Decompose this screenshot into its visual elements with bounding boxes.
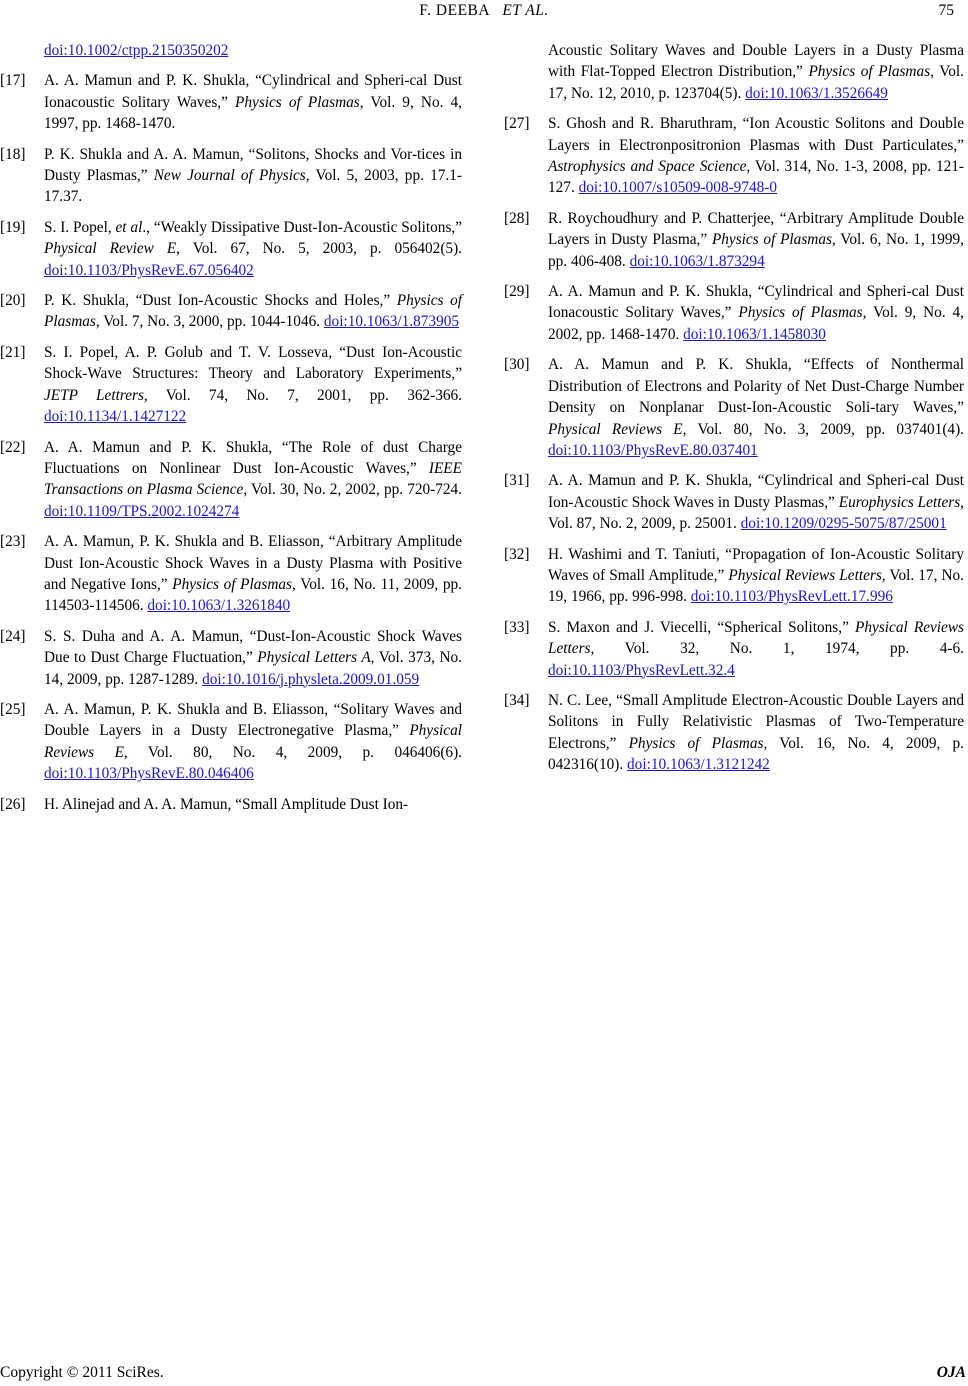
reference-entry — [0, 144, 462, 208]
reference-entry — [0, 70, 462, 134]
reference-text: A. A. Mamun and P. K. Shukla, “Cylindrical and Spheri-cal Dust Ion-Acoustic Shock Waves in Dusty Plasmas,” — [548, 472, 964, 511]
references-right-column — [504, 40, 964, 785]
running-head-author: F. DEEBA — [419, 2, 490, 19]
doi-link[interactable]: doi:10.1109/TPS.2002.1024274 — [44, 502, 240, 520]
doi-link[interactable]: doi:10.1103/PhysRevLett.17.996 — [690, 588, 893, 606]
reference-source-title: Astrophysics and Space Science — [548, 158, 747, 176]
doi-link[interactable]: doi:10.1063/1.873905 — [323, 313, 460, 331]
reference-text: R. Roychoudhury and P. Chatterjee, “Arbitrary Amplitude Double Layers in Dusty Plasma,” — [548, 209, 964, 249]
reference-entry — [0, 290, 462, 333]
doi-link[interactable]: doi:10.1063/1.873294 — [629, 252, 765, 270]
reference-source-title: Physical Reviews E — [548, 420, 683, 438]
reference-text: ., “Weakly Dissipative Dust-Ion-Acoustic Solitons,” — [142, 218, 463, 236]
reference-source-title: Europhysics Letters — [838, 493, 961, 511]
reference-text: S. Maxon and J. Viecelli, “Spherical Solitons,” — [548, 618, 856, 636]
reference-text: A. A. Mamun and P. K. Shukla, “Cylindrical and Spheri-cal Dust Ionacoustic Solitary Waves,” — [44, 72, 462, 111]
doi-link[interactable]: doi:10.1007/s10509-008-9748-0 — [578, 179, 778, 197]
reference-number: [20] — [0, 292, 26, 310]
reference-text: A. A. Mamun, P. K. Shukla and B. Eliasson, “Arbitrary Amplitude Dust Ion-Acoustic Shock Waves in a Dusty Plasma with Positive and Negative Ions,” — [44, 533, 462, 593]
doi-link[interactable]: doi:10.1002/ctpp.2150350202 — [44, 42, 229, 59]
reference-source-title: Physical Reviews Letters — [728, 566, 882, 584]
reference-entry — [0, 531, 462, 617]
page-footer — [0, 1364, 968, 1384]
reference-text: N. C. Lee, “Small Amplitude Electron-Acoustic Double Layers and Solitons in Fully Relativistic Plasmas of Two-Temperature Electrons,” — [548, 691, 964, 752]
reference-text: , Vol. 80, No. 3, 2009, pp. 037401(4). — [682, 420, 964, 438]
reference-number: [27] — [504, 115, 530, 133]
reference-text: H. Alinejad and A. A. Mamun, “Small Amplitude Dust Ion- — [44, 795, 409, 813]
doi-link[interactable]: doi:10.1063/1.3121242 — [627, 756, 770, 774]
reference-entry — [0, 342, 462, 428]
reference-number: [17] — [0, 72, 26, 90]
reference-entry — [0, 626, 462, 690]
reference-text: , Vol. 80, No. 4, 2009, p. 046406(6). — [123, 743, 462, 761]
reference-text: , Vol. 6, No. 1, 1999, pp. 406-408. — [548, 231, 964, 270]
reference-number: [30] — [504, 356, 530, 374]
reference-entry — [504, 354, 964, 461]
reference-number: [19] — [0, 218, 26, 236]
copyright-notice: Copyright © 2011 SciRes. — [0, 1364, 164, 1381]
reference-text: , Vol. 314, No. 1-3, 2008, pp. 121-127. — [548, 158, 964, 197]
reference-number: [28] — [504, 209, 530, 227]
reference-entry — [0, 217, 462, 281]
doi-link[interactable]: doi:10.1063/1.1458030 — [683, 325, 826, 343]
reference-number: [34] — [504, 691, 530, 709]
doi-link[interactable]: doi:10.1103/PhysRevE.80.046406 — [44, 765, 254, 783]
reference-text: A. A. Mamun and P. K. Shukla, “Cylindrical and Spheri-cal Dust Ionacoustic Solitary Waves,” — [548, 283, 964, 322]
reference-number: [25] — [0, 700, 26, 718]
reference-text: , Vol. 32, No. 1, 1974, pp. 4-6. — [590, 640, 964, 658]
reference-text: H. Washimi and T. Taniuti, “Propagation of Ion-Acoustic Solitary Waves of Small Amplitude,” — [548, 545, 964, 584]
reference-text: , Vol. 30, No. 2, 2002, pp. 720-724. — [243, 481, 463, 499]
reference-text: , Vol. 87, No. 2, 2009, p. 25001. — [548, 493, 964, 533]
reference-source-title: Physics of Plasmas — [44, 292, 462, 331]
reference-source-title: et al — [115, 218, 143, 236]
reference-entry — [504, 470, 964, 534]
reference-entry — [504, 113, 964, 199]
reference-number: [18] — [0, 145, 26, 163]
reference-entry — [504, 281, 964, 345]
reference-text: , Vol. 67, No. 5, 2003, p. 056402(5). — [176, 240, 462, 258]
doi-link[interactable]: doi:10.1103/PhysRevE.67.056402 — [44, 261, 254, 279]
reference-text: , Vol. 9, No. 4, 2002, pp. 1468-1470. — [548, 304, 965, 343]
reference-source-title: Physical Review E — [44, 240, 177, 258]
reference-text: P. K. Shukla and A. A. Mamun, “Solitons, Shocks and Vor-tices in Dusty Plasmas,” — [44, 145, 462, 185]
reference-source-title: JETP Lettrers — [44, 386, 144, 404]
reference-source-title: Physics of Plasmas — [235, 93, 360, 111]
reference-text: S. I. Popel, A. P. Golub and T. V. Losseva, “Dust Ion-Acoustic Shock-Wave Structures: Theory and Laboratory Experiments,” — [44, 343, 462, 383]
reference-number: [32] — [504, 545, 530, 563]
reference-source-title: Physical Reviews E — [44, 722, 462, 761]
reference-text: , Vol. 17, No. 12, 2010, p. 123704(5). — [548, 63, 965, 102]
doi-link[interactable]: doi:10.1063/1.3261840 — [147, 597, 291, 615]
reference-entry — [504, 40, 964, 104]
reference-entry — [504, 544, 964, 608]
reference-number: [23] — [0, 533, 26, 551]
reference-number: [33] — [504, 618, 530, 636]
reference-entry — [0, 794, 462, 815]
reference-text: S. S. Duha and A. A. Mamun, “Dust-Ion-Acoustic Shock Waves Due to Dust Charge Fluctuation,” — [44, 627, 462, 667]
reference-text: A. A. Mamun and P. K. Shukla, “The Role of dust Charge Fluctuations on Nonlinear Dust Ion-Acoustic Waves,” — [44, 438, 462, 477]
doi-link[interactable]: doi:10.1209/0295-5075/87/25001 — [740, 515, 947, 533]
reference-source-title: Physics of Plasmas — [628, 734, 764, 752]
running-head-etal: ET AL. — [502, 2, 549, 19]
references-left-column — [0, 40, 462, 824]
doi-link[interactable]: doi:10.1103/PhysRevE.80.037401 — [548, 441, 758, 459]
reference-source-title: Physical Letters A — [257, 649, 371, 667]
reference-entry — [504, 690, 964, 776]
reference-source-title: Physics of Plasmas — [738, 304, 863, 322]
doi-link[interactable]: doi:10.1103/PhysRevLett.32.4 — [548, 661, 735, 679]
reference-source-title: New Journal of Physics — [153, 167, 306, 185]
reference-number: [26] — [0, 795, 26, 813]
reference-entry — [0, 699, 462, 785]
page-number: 75 — [938, 2, 954, 19]
doi-link[interactable]: doi:10.1134/1.1427122 — [44, 408, 187, 426]
reference-number: [22] — [0, 438, 26, 456]
reference-number: [21] — [0, 343, 26, 361]
reference-source-title: IEEE Transactions on Plasma Science — [44, 459, 462, 499]
reference-text: A. A. Mamun, P. K. Shukla and B. Eliasson, “Solitary Waves and Double Layers in a Dusty Electronegative Plasma,” — [44, 700, 462, 740]
journal-abbrev: OJA — [936, 1364, 966, 1381]
reference-text: , Vol. 17, No. 19, 1966, pp. 996-998. — [548, 566, 964, 606]
reference-text: A. A. Mamun and P. K. Shukla, “Effects of Nonthermal Distribution of Electrons and Polarity of Net Dust-Charge Number Density on Nonplanar Dust-Ion-Acoustic Soli-tary Waves,” — [548, 356, 964, 417]
reference-text: Acoustic Solitary Waves and Double Layers in a Dusty Plasma with Flat-Topped Electron Distribution,” — [548, 42, 964, 81]
running-head — [0, 2, 968, 20]
reference-number: [24] — [0, 627, 26, 645]
reference-text: , Vol. 16, No. 4, 2009, p. 042316(10). — [548, 734, 964, 774]
reference-text: , Vol. 16, No. 11, 2009, pp. 114503-114506. — [44, 575, 462, 615]
reference-entry — [0, 40, 462, 61]
reference-entry — [504, 617, 964, 681]
page-header — [0, 2, 968, 24]
reference-text: , Vol. 74, No. 7, 2001, pp. 362-366. — [143, 386, 462, 404]
reference-text: S. Ghosh and R. Bharuthram, “Ion Acoustic Solitons and Double Layers in Electronpositronion Plasmas with Dust Particulates,” — [548, 115, 964, 154]
reference-text: , Vol. 5, 2003, pp. 17.1-17.37. — [44, 167, 462, 206]
reference-entry — [504, 208, 964, 272]
doi-link[interactable]: doi:10.1016/j.physleta.2009.01.059 — [202, 670, 420, 688]
reference-number: [31] — [504, 472, 530, 490]
doi-link[interactable]: doi:10.1063/1.3526649 — [745, 84, 888, 102]
reference-source-title: Physical Reviews Letters — [548, 618, 964, 658]
reference-number: [29] — [504, 283, 530, 301]
reference-source-title: Physics of Plasmas — [808, 63, 931, 81]
reference-source-title: Physics of Plasmas — [711, 231, 832, 249]
reference-text: , Vol. 373, No. 14, 2009, pp. 1287-1289. — [44, 649, 463, 688]
reference-entry — [0, 437, 462, 523]
reference-text: , Vol. 7, No. 3, 2000, pp. 1044-1046. — [95, 313, 324, 331]
reference-source-title: Physics of Plasmas — [172, 575, 292, 593]
reference-text: P. K. Shukla, “Dust Ion-Acoustic Shocks and Holes,” — [44, 292, 397, 310]
reference-text: , Vol. 9, No. 4, 1997, pp. 1468-1470. — [44, 93, 463, 133]
reference-text: S. I. Popel, — [44, 218, 116, 236]
